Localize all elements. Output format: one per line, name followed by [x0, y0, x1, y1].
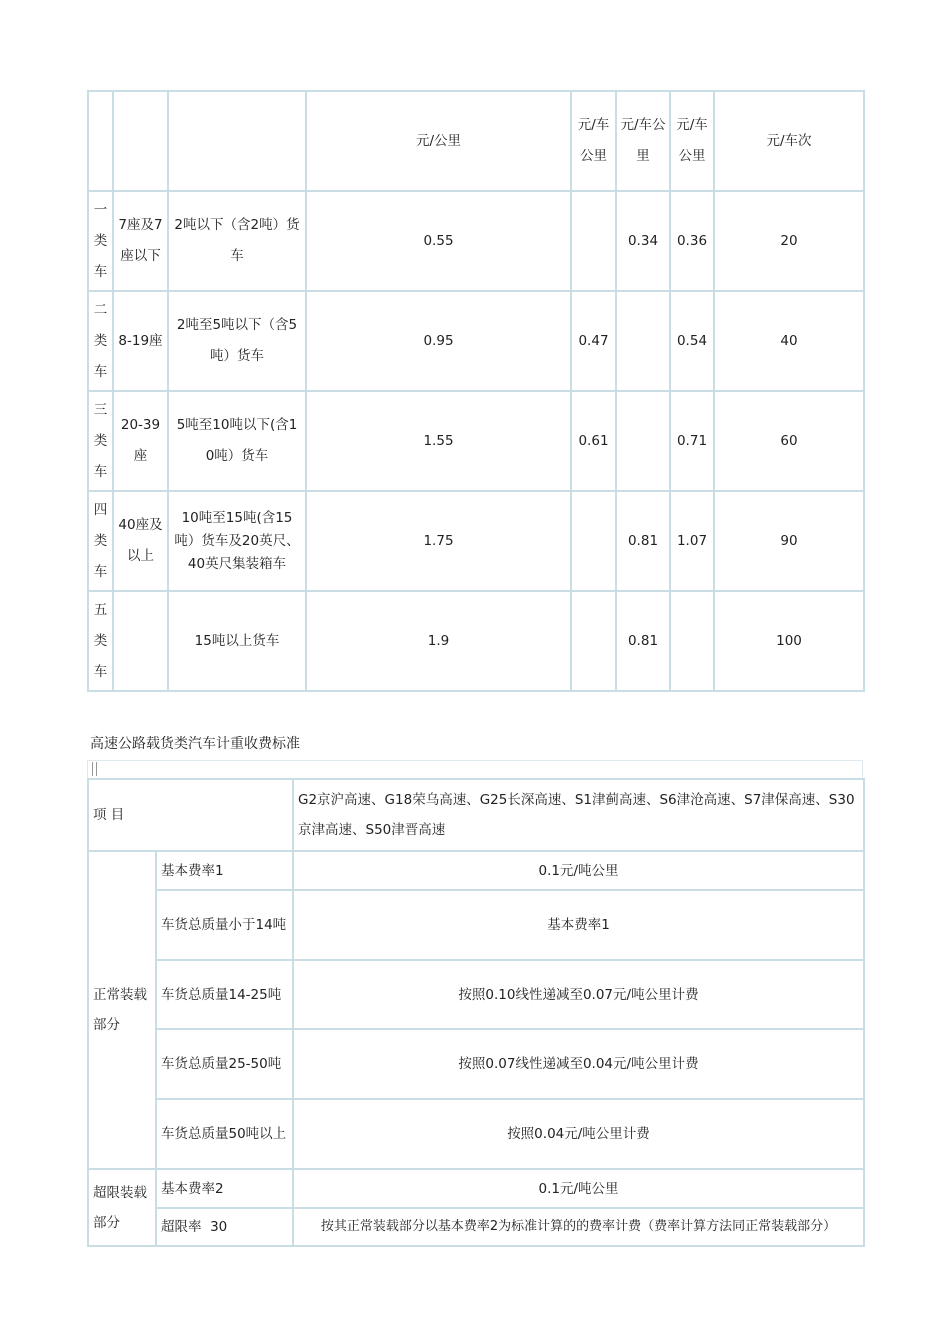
- condition-cell: 车货总质量50吨以上: [156, 1099, 293, 1169]
- table-row: [88, 1169, 864, 1208]
- rate-cell: 1.07: [670, 491, 714, 591]
- rate-cell: 100: [714, 591, 864, 691]
- table-row: [88, 291, 864, 391]
- vehicle-class-cell: 三类车: [88, 391, 113, 491]
- rate-cell: 0.1元/吨公里: [293, 1169, 864, 1208]
- rate-cell: 0.36: [670, 191, 714, 291]
- header-cell: 元/车公里: [571, 91, 616, 191]
- condition-cell: 基本费率1: [156, 851, 293, 890]
- rate-cell: 1.9: [306, 591, 571, 691]
- condition-cell: 车货总质量25-50吨: [156, 1029, 293, 1099]
- table-separator: [87, 760, 863, 778]
- seats-cell: 40座及以上: [113, 491, 168, 591]
- rate-cell: 0.81: [616, 591, 670, 691]
- rate-cell: [571, 591, 616, 691]
- rate-cell: [571, 491, 616, 591]
- table-row: [88, 890, 864, 960]
- column-marker-icon: [92, 762, 97, 776]
- header-cell: [168, 91, 306, 191]
- roads-cell: G2京沪高速、G18荣乌高速、G25长深高速、S1津蓟高速、S6津沧高速、S7津保高速、S30京津高速、S50津晋高速: [293, 779, 864, 851]
- over-limit-label: 超限装载部分: [88, 1169, 156, 1246]
- header-cell: 元/车公里: [670, 91, 714, 191]
- vehicle-class-cell: 五类车: [88, 591, 113, 691]
- table-row: [88, 851, 864, 890]
- normal-load-label: 正常装载部分: [88, 851, 156, 1169]
- rate-cell: 0.61: [571, 391, 616, 491]
- header-cell: [113, 91, 168, 191]
- table-row: [88, 391, 864, 491]
- table-header-row: [88, 91, 864, 191]
- rate-cell: [616, 391, 670, 491]
- table-row: [88, 191, 864, 291]
- table-header-row: [88, 779, 864, 851]
- seats-cell: 7座及7座以下: [113, 191, 168, 291]
- rate-cell: 0.95: [306, 291, 571, 391]
- rate-cell: [670, 591, 714, 691]
- condition-cell: 车货总质量小于14吨: [156, 890, 293, 960]
- header-cell: [88, 91, 113, 191]
- table-row: [88, 1208, 864, 1246]
- rate-cell: 0.47: [571, 291, 616, 391]
- rate-cell: 40: [714, 291, 864, 391]
- seats-cell: 20-39座: [113, 391, 168, 491]
- truck-cell: 10吨至15吨(含15吨）货车及20英尺、40英尺集装箱车: [168, 491, 306, 591]
- rate-cell: 按其正常装载部分以基本费率2为标准计算的的费率计费（费率计算方法同正常装载部分）: [293, 1208, 864, 1246]
- truck-cell: 2吨以下（含2吨）货车: [168, 191, 306, 291]
- rate-cell: 按照0.10线性递减至0.07元/吨公里计费: [293, 960, 864, 1029]
- truck-cell: 15吨以上货车: [168, 591, 306, 691]
- rate-cell: 20: [714, 191, 864, 291]
- table-row: [88, 491, 864, 591]
- rate-cell: [571, 191, 616, 291]
- rate-cell: 0.81: [616, 491, 670, 591]
- rate-cell: 0.71: [670, 391, 714, 491]
- condition-cell: 车货总质量14-25吨: [156, 960, 293, 1029]
- toll-rate-table: [87, 90, 865, 692]
- table-row: [88, 1029, 864, 1099]
- seats-cell: [113, 591, 168, 691]
- rate-cell: 按照0.07线性递减至0.04元/吨公里计费: [293, 1029, 864, 1099]
- rate-cell: 1.75: [306, 491, 571, 591]
- header-cell: 元/公里: [306, 91, 571, 191]
- header-cell: 元/车公里: [616, 91, 670, 191]
- table-row: [88, 1099, 864, 1169]
- truck-cell: 5吨至10吨以下(含10吨）货车: [168, 391, 306, 491]
- condition-cell: 基本费率2: [156, 1169, 293, 1208]
- rate-cell: 60: [714, 391, 864, 491]
- seats-cell: 8-19座: [113, 291, 168, 391]
- rate-cell: 0.1元/吨公里: [293, 851, 864, 890]
- rate-cell: 按照0.04元/吨公里计费: [293, 1099, 864, 1169]
- table-row: [88, 591, 864, 691]
- table-row: [88, 960, 864, 1029]
- item-label-cell: 项 目: [88, 779, 293, 851]
- weight-toll-table: [87, 778, 865, 1247]
- condition-cell: 超限率 30: [156, 1208, 293, 1246]
- rate-cell: 0.54: [670, 291, 714, 391]
- vehicle-class-cell: 二类车: [88, 291, 113, 391]
- rate-cell: 基本费率1: [293, 890, 864, 960]
- rate-cell: 90: [714, 491, 864, 591]
- vehicle-class-cell: 四类车: [88, 491, 113, 591]
- section-title: 高速公路载货类汽车计重收费标准: [90, 736, 300, 752]
- truck-cell: 2吨至5吨以下（含5吨）货车: [168, 291, 306, 391]
- header-cell: 元/车次: [714, 91, 864, 191]
- rate-cell: 0.55: [306, 191, 571, 291]
- rate-cell: 1.55: [306, 391, 571, 491]
- rate-cell: 0.34: [616, 191, 670, 291]
- vehicle-class-cell: 一类车: [88, 191, 113, 291]
- rate-cell: [616, 291, 670, 391]
